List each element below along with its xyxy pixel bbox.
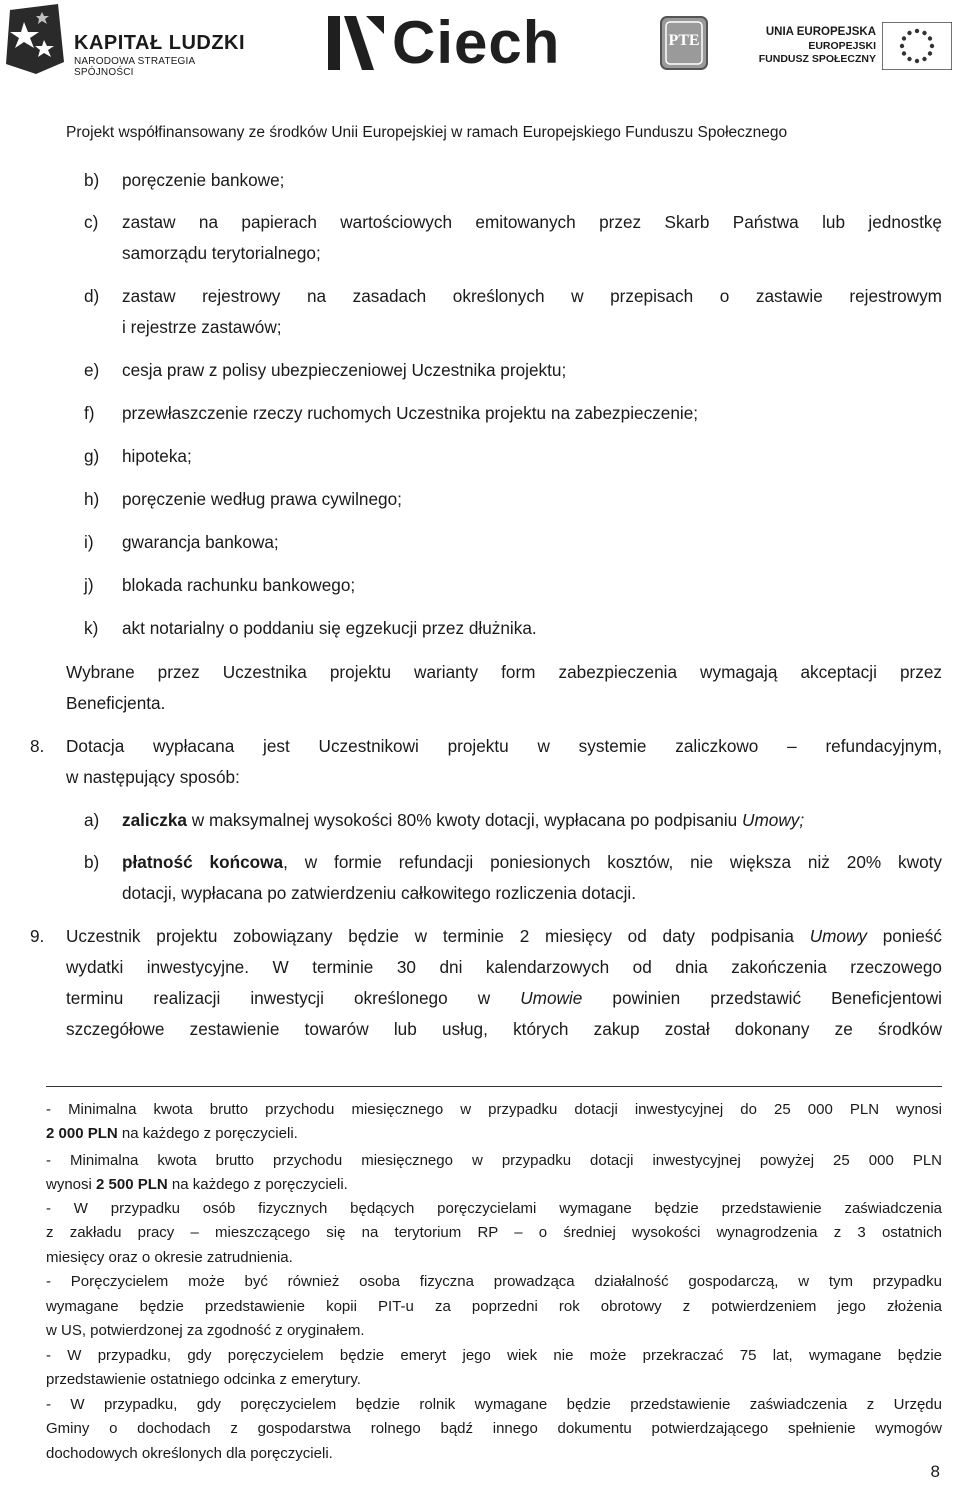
point-9-line: wydatki inwestycyjne. W terminie 30 dni kalendarzowych od dnia zakończenia rzeczowego <box>66 957 942 977</box>
point-8-b-line2: dotacji, wypłacana po zatwierdzeniu całkowitego rozliczenia dotacji. <box>122 883 636 903</box>
point-8-line: w następujący sposób: <box>66 767 240 787</box>
eu-flag-icon <box>882 22 952 70</box>
point-8-line: Dotacja wypłacana jest Uczestnikowi projektu w systemie zaliczkowo – refundacyjnym, <box>66 736 942 756</box>
page-number: 8 <box>930 1462 940 1481</box>
point-9-line <box>66 921 942 952</box>
list-item-label: g) <box>84 446 100 466</box>
footnote-line: miesięcy oraz o okresie zatrudnienia. <box>46 1249 293 1266</box>
point-9-text: terminu realizacji inwestycji określonego w <box>66 988 521 1008</box>
ciech-mark-icon <box>326 14 388 72</box>
footnote-line: - W przypadku, gdy poręczycielem będzie rolnik wymagane będzie przedstawienie zaświadczenia z Urzędu <box>46 1396 942 1413</box>
ciech-wordmark: Ciech <box>392 9 561 76</box>
advance-payment-term: zaliczka <box>122 810 187 830</box>
selection-note-line: Wybrane przez Uczestnika projektu warianty form zabezpieczenia wymagają akceptacji przez <box>66 662 942 682</box>
footnote-line: - Minimalna kwota brutto przychodu miesięcznego w przypadku dotacji inwestycyjnej do 25 000 PLN wynosi <box>46 1101 942 1118</box>
footnote-line: - W przypadku, gdy poręczycielem będzie emeryt jego wiek nie może przekraczać 75 lat, wymagane będzie <box>46 1347 942 1364</box>
list-item-text: i rejestrze zastawów; <box>122 317 282 337</box>
list-item-label: f) <box>84 403 95 423</box>
list-item-text: hipoteka; <box>122 446 192 466</box>
list-item-label: j) <box>84 575 94 595</box>
point-9-line <box>66 983 942 1014</box>
point-8-a-text <box>122 805 942 836</box>
eu-line-3: FUNDUSZ SPOŁECZNY <box>758 53 876 65</box>
eu-line-2: EUROPEJSKI <box>808 40 876 52</box>
footnote-line <box>46 1173 942 1198</box>
footnote-line: wymagane będzie przedstawienie kopii PIT-u za poprzedni rok obrotowy z potwierdzeniem jego złożenia <box>46 1298 942 1315</box>
final-payment-term: płatność końcowa <box>122 852 284 872</box>
footnote-text: wynosi <box>46 1176 97 1193</box>
list-item-label: b) <box>84 170 100 190</box>
point-9-text: ponieść <box>866 926 942 946</box>
list-item-label: d) <box>84 286 100 306</box>
list-item-text: zastaw na papierach wartościowych emitowanych przez Skarb Państwa lub jednostkę <box>122 212 942 232</box>
footnote-amount: 2 500 PLN <box>96 1176 168 1193</box>
point-9-number: 9. <box>30 926 45 946</box>
point-8-a-label: a) <box>84 810 100 830</box>
footnote-amount: 2 000 PLN <box>46 1125 118 1142</box>
point-9-text: powinien przedstawić Beneficjentowi <box>582 988 942 1008</box>
list-item-text: poręczenie bankowe; <box>122 170 285 190</box>
project-cofinancing-line: Projekt współfinansowany ze środków Unii Europejskiej w ramach Europejskiego Funduszu Społecznego <box>66 124 788 141</box>
kapital-ludzki-emblem-icon <box>6 4 68 76</box>
list-item-label: i) <box>84 532 94 552</box>
list-item-label: c) <box>84 212 99 232</box>
list-item-text: samorządu terytorialnego; <box>122 243 321 263</box>
point-8-number: 8. <box>30 736 45 756</box>
point-8-b-body: , w formie refundacji poniesionych kosztów, nie większa niż 20% kwoty <box>283 852 942 872</box>
footnote-text: na każdego z poręczycieli. <box>117 1125 298 1142</box>
point-9-umowie: Umowie <box>520 988 583 1008</box>
list-item-text: blokada rachunku bankowego; <box>122 575 356 595</box>
eu-line-1: UNIA EUROPEJSKA <box>765 26 876 38</box>
footnote-separator <box>46 1086 942 1087</box>
list-item-text: zastaw rejestrowy na zasadach określonych w przepisach o zastawie rejestrowym <box>122 286 942 306</box>
ciech-logo <box>326 9 588 76</box>
footnote-line: - Minimalna kwota brutto przychodu miesięcznego w przypadku dotacji inwestycyjnej powyżej 25 000 PLN <box>46 1152 942 1169</box>
footnote-line <box>46 1122 942 1147</box>
footnote-line: - W przypadku osób fizycznych będących poręczycielami wymagane będzie przedstawienie zaświadczenia <box>46 1200 942 1217</box>
point-9-text: Uczestnik projektu zobowiązany będzie w terminie 2 miesięcy od daty podpisania <box>66 926 810 946</box>
pte-text: PTE <box>668 32 700 49</box>
footnote-line: w US, potwierdzonej za zgodność z oryginałem. <box>46 1322 365 1339</box>
footnote-line: Gminy o dochodach z gospodarstwa rolnego bądź innego dokumentu potwierdzającego spełnienie wymogów <box>46 1420 942 1437</box>
eu-logo <box>758 22 952 72</box>
point-8-a-body: w maksymalnej wysokości 80% kwoty dotacji, wypłacana po podpisaniu <box>186 810 743 830</box>
point-9-line: szczegółowe zestawienie towarów lub usług, których zakup został dokonany ze środków <box>66 1019 942 1039</box>
kapital-ludzki-subtitle: NARODOWA STRATEGIA SPÓJNOŚCI <box>74 56 195 78</box>
footnote-line: - Poręczycielem może być również osoba fizyczna prowadząca działalność gospodarczą, w tym przypadku <box>46 1273 942 1290</box>
list-item-text: gwarancja bankowa; <box>122 532 279 552</box>
list-item-label: h) <box>84 489 100 509</box>
footnote-text: na każdego z poręczycieli. <box>167 1176 348 1193</box>
list-item-text: poręczenie według prawa cywilnego; <box>122 489 402 509</box>
point-8-b-text <box>122 847 942 878</box>
footnote-line: przedstawienie ostatniego odcinka z emerytury. <box>46 1371 361 1388</box>
point-8-a-umowy: Umowy; <box>742 810 805 830</box>
pte-logo <box>660 16 708 70</box>
footnote-line: z zakładu pracy – mieszczącego się na terytorium RP – o średniej wysokości wynagrodzenia z 3 ostatnich <box>46 1224 942 1241</box>
list-item-label: e) <box>84 360 100 380</box>
list-item-text: akt notarialny o poddaniu się egzekucji przez dłużnika. <box>122 618 537 638</box>
kapital-ludzki-title: KAPITAŁ LUDZKI <box>74 32 246 54</box>
list-item-label: k) <box>84 618 99 638</box>
list-item-text: przewłaszczenie rzeczy ruchomych Uczestnika projektu na zabezpieczenie; <box>122 403 699 423</box>
selection-note-line: Beneficjenta. <box>66 693 166 713</box>
list-item-text: cesja praw z polisy ubezpieczeniowej Uczestnika projektu; <box>122 360 567 380</box>
point-9-umowy: Umowy <box>809 926 867 946</box>
footnote-line: dochodowych określonych dla poręczycieli. <box>46 1445 333 1462</box>
kapital-ludzki-logo <box>6 4 256 76</box>
point-8-b-label: b) <box>84 852 100 872</box>
